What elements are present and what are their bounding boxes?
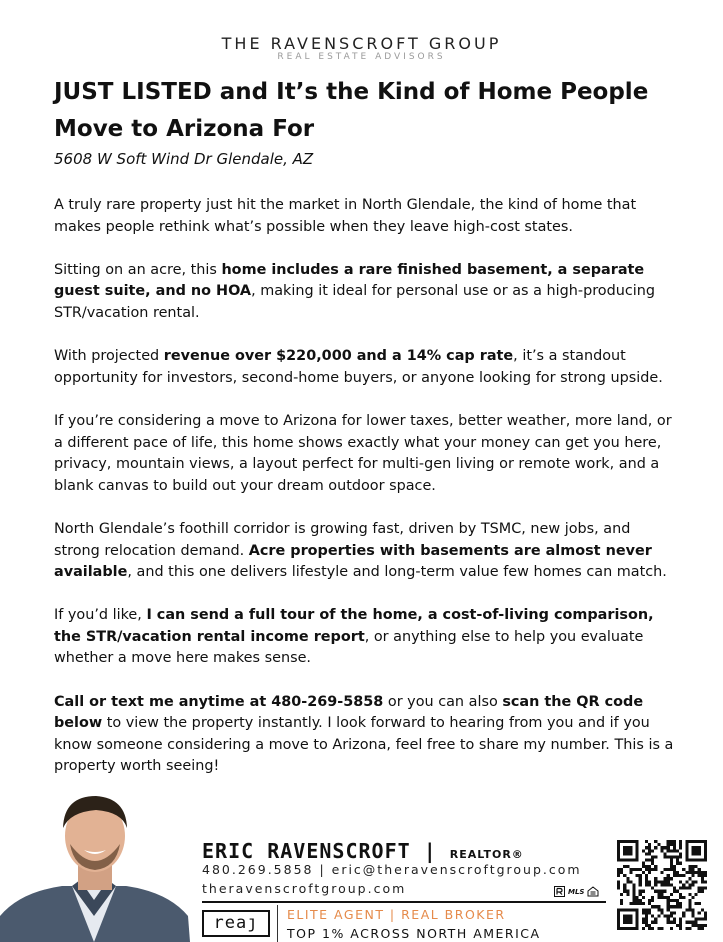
listing-body — [54, 195, 674, 800]
bold-text: scan the QR code below — [54, 693, 644, 732]
body-paragraph — [54, 605, 674, 670]
property-address: 5608 W Soft Wind Dr Glendale, AZ — [54, 150, 314, 168]
mls-icon: MLS — [568, 887, 585, 896]
brand-header — [0, 34, 723, 62]
text-segment: or you can also — [383, 693, 503, 710]
elite-agent-line: ELITE AGENT | REAL BROKER — [287, 907, 506, 922]
agent-name: ERIC RAVENSCROFT | — [202, 839, 450, 863]
body-paragraph — [54, 519, 674, 584]
bold-text: Call or text me anytime at 480-269-5858 — [54, 693, 384, 710]
text-segment: With projected — [54, 348, 164, 365]
bold-text: revenue over $220,000 and a 14% cap rate — [163, 348, 514, 365]
website-link[interactable]: theravenscroftgroup.com — [202, 881, 407, 896]
brand-name: THE RAVENSCROFT GROUP — [221, 34, 502, 53]
text-segment: , it’s a standout opportunity for investors, second-home buyers, or anyone looking for strong upside. — [54, 348, 663, 386]
realtor-title: REALTOR® — [449, 848, 524, 861]
real-broker-logo: reaȷ — [202, 910, 270, 937]
brand-subtitle: REAL ESTATE ADVISORS — [277, 52, 446, 62]
text-segment: A truly rare property just hit the market in North Glendale, the kind of home that makes people rethink what’s possible when they leave high-cost states. — [54, 197, 637, 235]
bold-text: Acre properties with basements are almost never available — [54, 542, 652, 581]
footer-divider — [202, 901, 606, 903]
body-paragraph — [54, 260, 674, 325]
body-paragraph — [54, 692, 674, 778]
agent-name-line — [202, 839, 524, 863]
affiliation-logos — [554, 886, 599, 897]
bold-text: I can send a full tour of the home, a cost-of-living comparison, the STR/vacation rental income report — [54, 607, 654, 645]
body-paragraph — [54, 346, 674, 389]
body-paragraph — [54, 195, 674, 238]
contact-info[interactable]: 480.269.5858 | eric@theravenscroftgroup.com — [202, 862, 582, 877]
text-segment: , or anything else to help you evaluate whether a move here makes sense. — [54, 628, 644, 667]
body-paragraph — [54, 411, 674, 497]
text-segment: North Glendale’s foothill corridor is growing fast, driven by TSMC, new jobs, and strong relocation demand. — [54, 520, 631, 559]
text-segment: If you’re considering a move to Arizona for lower taxes, better weather, more land, or a different pace of life, this home shows exactly what your money can get you here, privacy, mountain views, a layout perfect for multi-gen living or remote work, and a blank canvas to build out your dream outdoor space. — [54, 412, 672, 494]
logo-separator — [277, 905, 278, 942]
text-segment: , and this one delivers lifestyle and long-term value few homes can match. — [127, 564, 667, 581]
realtor-r-icon — [554, 886, 565, 897]
equal-housing-icon — [587, 886, 599, 897]
listing-title: JUST LISTED and It’s the Kind of Home People Move to Arizona For — [54, 79, 649, 142]
text-segment: Sitting on an acre, this — [54, 261, 222, 278]
agent-photo — [0, 788, 190, 942]
text-segment: If you’d like, — [54, 607, 147, 624]
top-agent-line: TOP 1% ACROSS NORTH AMERICA — [287, 926, 541, 941]
text-segment: , making it ideal for personal use or as a high-producing STR/vacation rental. — [54, 283, 656, 321]
bold-text: home includes a rare finished basement, a separate guest suite, and no HOA — [54, 261, 645, 300]
text-segment: to view the property instantly. I look forward to hearing from you and if you know someone considering a move to Arizona, feel free to share my number. This is a property worth seeing! — [54, 715, 674, 775]
qr-code-icon[interactable] — [617, 840, 707, 930]
